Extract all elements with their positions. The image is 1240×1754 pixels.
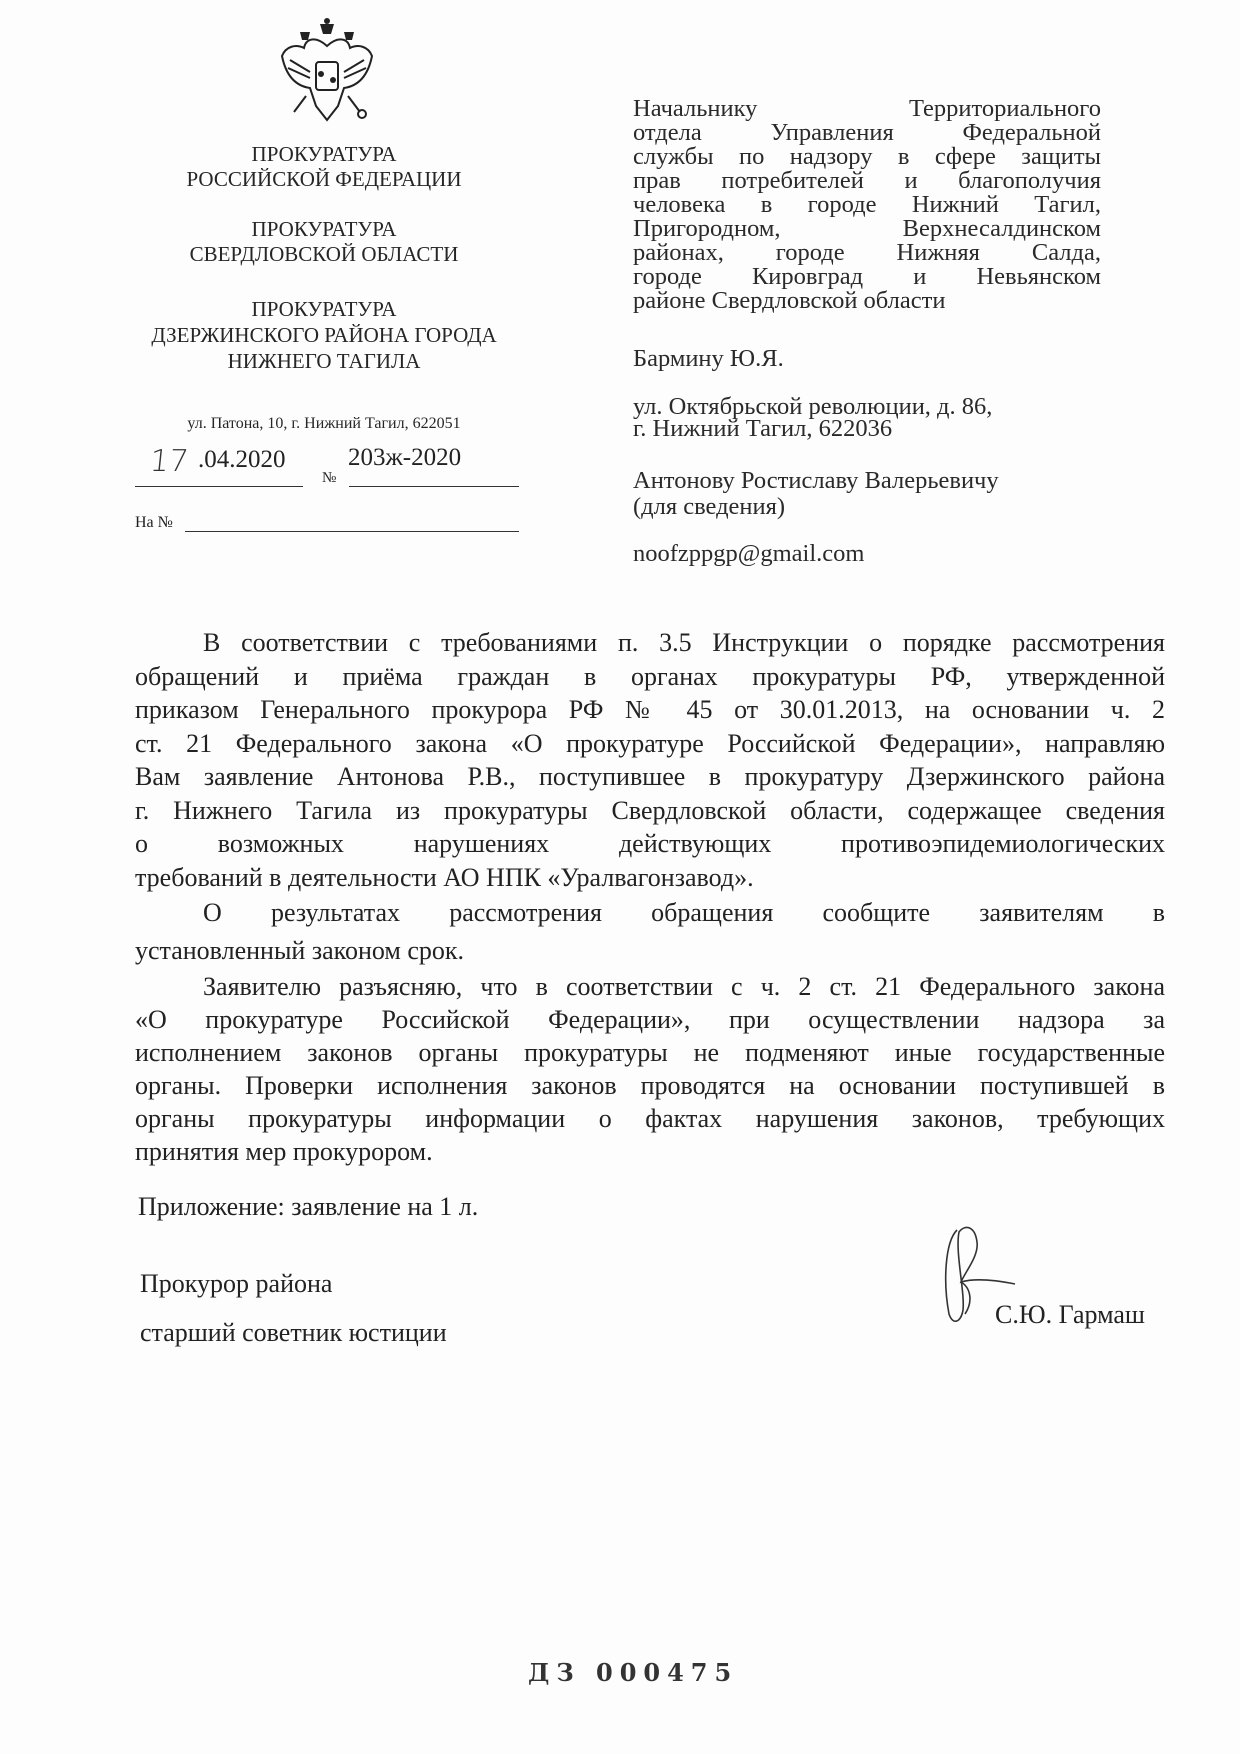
- text-line: принятия мер прокурором.: [135, 1137, 433, 1166]
- org-line: ПРОКУРАТУРА: [251, 297, 397, 321]
- signer-position: Прокурор района: [140, 1269, 333, 1298]
- recipient-name: Бармину Ю.Я.: [633, 345, 784, 372]
- text-line: «О прокуратуре Российской Федерации», при осуществлении надзора за: [135, 1005, 1165, 1034]
- document-serial-code: ДЗ 000475: [528, 1658, 739, 1687]
- body-paragraph-3: [135, 970, 1165, 1168]
- handwritten-day: 17: [148, 444, 191, 479]
- text-line: службы по надзору в сфере защиты: [633, 143, 1101, 170]
- recipient-email: noofzppgp@gmail.com: [633, 540, 865, 567]
- org-line: ПРОКУРАТУРА: [251, 217, 397, 241]
- text-line: отдела Управления Федеральной: [633, 119, 1101, 146]
- org-line: ПРОКУРАТУРА: [251, 142, 397, 166]
- text-line: (для сведения): [633, 493, 786, 520]
- attachment-note: Приложение: заявление на 1 л.: [138, 1192, 479, 1221]
- org-block-oblast: [124, 217, 524, 267]
- text-line: О результатах рассмотрения обращения сообщите заявителям в: [203, 898, 1165, 927]
- reply-to-label: На №: [135, 514, 173, 531]
- org-line: РОССИЙСКОЙ ФЕДЕРАЦИИ: [186, 167, 462, 191]
- text-line: требований в деятельности АО НПК «Уралвагонзавод».: [135, 862, 754, 892]
- text-line: Начальнику Территориального: [633, 95, 1101, 122]
- document-date: .04.2020: [198, 446, 286, 473]
- double-headed-eagle-icon: [276, 16, 378, 126]
- body-paragraph-1: [135, 626, 1165, 894]
- recipient-title: [633, 97, 1101, 313]
- text-line: Вам заявление Антонова Р.В., поступившее в прокуратуру Дзержинского района: [135, 762, 1165, 791]
- text-line: человека в городе Нижний Тагил,: [633, 191, 1101, 218]
- signer-name: С.Ю. Гармаш: [995, 1300, 1145, 1329]
- org-block-rf: [124, 142, 524, 192]
- text-line: районе Свердловской области: [633, 287, 946, 314]
- text-line: Пригородном, Верхнесалдинском: [633, 215, 1101, 242]
- document-number: 203ж-2020: [348, 444, 462, 471]
- text-line: городе Кировград и Невьянском: [633, 263, 1101, 290]
- number-underline: [349, 486, 519, 487]
- recipient-address: [633, 393, 1101, 442]
- text-line: о возможных нарушениях действующих противоэпидемиологических: [135, 829, 1165, 858]
- text-line: исполнением законов органы прокуратуры не подменяют иные государственные: [135, 1038, 1165, 1067]
- text-line: районах, городе Нижняя Салда,: [633, 239, 1101, 266]
- text-line: г. Нижний Тагил, 622036: [633, 415, 893, 442]
- text-line: ул. Октябрьской революции, д. 86,: [633, 393, 993, 420]
- org-line: НИЖНЕГО ТАГИЛА: [227, 349, 421, 373]
- text-line: Заявителю разъясняю, что в соответствии с ч. 2 ст. 21 Федерального закона: [203, 972, 1165, 1001]
- text-line: обращений и приёма граждан в органах прокуратуры РФ, утвержденной: [135, 661, 1165, 691]
- text-line: прав потребителей и благополучия: [633, 167, 1101, 194]
- text-line: установленный законом срок.: [135, 936, 464, 965]
- text-line: В соответствии с требованиями п. 3.5 Инструкции о порядке рассмотрения: [203, 628, 1165, 657]
- text-line: органы. Проверки исполнения законов проводятся на основании поступившей в: [135, 1071, 1165, 1100]
- text-line: органы прокуратуры информации о фактах нарушения законов, требующих: [135, 1104, 1165, 1133]
- copy-recipient: [633, 468, 1101, 520]
- text-line: ст. 21 Федерального закона «О прокуратуре Российской Федерации», направляю: [135, 728, 1165, 758]
- org-line: СВЕРДЛОВСКОЙ ОБЛАСТИ: [189, 242, 459, 266]
- body-paragraph-2: [135, 894, 1165, 970]
- date-underline: [135, 486, 303, 487]
- sender-address: ул. Патона, 10, г. Нижний Тагил, 622051: [187, 415, 461, 432]
- org-block-district: [124, 296, 524, 374]
- coat-of-arms-emblem: [276, 16, 378, 126]
- text-line: приказом Генерального прокурора РФ № 45 от 30.01.2013, на основании ч. 2: [135, 695, 1165, 724]
- reply-to-underline: [185, 531, 519, 532]
- number-sign: №: [322, 470, 337, 486]
- signer-rank: старший советник юстиции: [140, 1318, 447, 1347]
- text-line: г. Нижнего Тагила из прокуратуры Свердловской области, содержащее сведения: [135, 795, 1165, 825]
- text-line: Антонову Ростиславу Валерьевичу: [633, 467, 999, 494]
- org-line: ДЗЕРЖИНСКОГО РАЙОНА ГОРОДА: [151, 323, 497, 347]
